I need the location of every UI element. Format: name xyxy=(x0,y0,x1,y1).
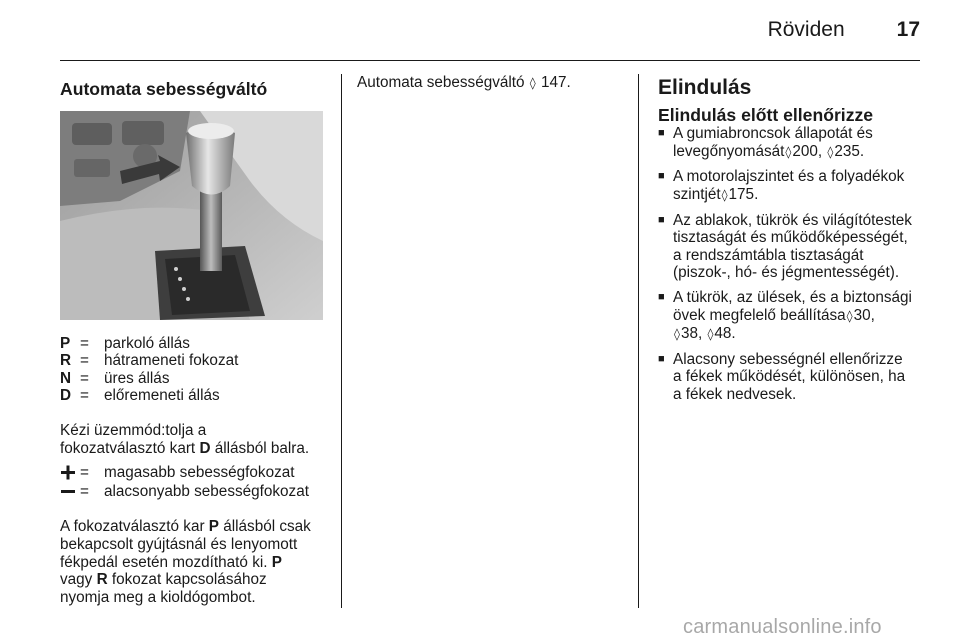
page-header xyxy=(768,18,920,48)
list-item: ■ Az ablakok, tükrök és világítótestek tisztaságát és működőképességét, a rendszámtábla tisztaságát (piszok-, hó- és jégmentességét). xyxy=(658,212,930,282)
position-d: D = előremeneti állás xyxy=(60,387,220,405)
section-heading: Automata sebességváltó xyxy=(60,79,268,99)
list-item: ■ Alacsony sebességnél ellenőrizze a fékek működését, különösen, ha a fékek nedvesek. xyxy=(658,351,930,404)
minus-icon xyxy=(60,483,80,500)
checklist xyxy=(658,125,930,403)
list-item: ■ A motorolajszintet és a folyadékok szintjét◊175. xyxy=(658,168,930,204)
reference-arrow-icon: ◊ xyxy=(529,76,536,90)
reference-arrow-icon: ◊ xyxy=(721,187,728,202)
page-title: Röviden xyxy=(767,18,845,41)
position-n: N = üres állás xyxy=(60,369,170,387)
plus-icon xyxy=(60,464,80,481)
symbol-minus: = alacsonyabb sebességfokozat xyxy=(60,483,330,502)
symbol-list xyxy=(60,464,330,501)
reference-arrow-icon: ◊ xyxy=(846,308,853,323)
reference-arrow-icon: ◊ xyxy=(785,144,792,159)
reference-arrow-icon: ◊ xyxy=(674,327,680,342)
cross-reference: Automata sebességváltó ◊ 147. xyxy=(357,74,571,91)
position-p: P = parkoló állás xyxy=(60,334,190,352)
list-item: ■ A tükrök, az ülések, és a biztonsági övek megfelelő beállítása◊30, ◊38, ◊48. xyxy=(658,289,930,344)
column-divider-right xyxy=(638,74,639,608)
gear-lever-photo xyxy=(60,111,323,320)
section-subtitle: Elindulás előtt ellenőrizze xyxy=(658,104,874,125)
header-rule xyxy=(60,60,920,61)
left-column xyxy=(60,74,330,606)
middle-column xyxy=(357,74,627,93)
column-divider-left xyxy=(341,74,342,608)
section-title: Elindulás xyxy=(658,76,752,99)
position-list xyxy=(60,335,330,405)
release-button-text: A fokozatválasztó kar P állásból csak bekapcsolt gyújtásnál és lenyomott fékpedál esetén mozdítható ki. P vagy R fokozat kapcsolásához nyomja meg a kioldógombot. xyxy=(60,518,311,606)
page-number: 17 xyxy=(896,18,920,41)
watermark: carmanualsonline.info xyxy=(683,616,882,638)
reference-arrow-icon: ◊ xyxy=(827,144,834,159)
list-item: ■ A gumiabroncsok állapotát és levegőnyomását◊200, ◊235. xyxy=(658,125,930,161)
symbol-plus: = magasabb sebességfokozat xyxy=(60,464,330,483)
reference-arrow-icon: ◊ xyxy=(707,327,714,342)
position-r: R = hátrameneti fokozat xyxy=(60,352,239,370)
manual-mode-text: Kézi üzemmód:tolja a fokozatválasztó kart D állásból balra. xyxy=(60,421,310,457)
right-column xyxy=(658,74,930,411)
